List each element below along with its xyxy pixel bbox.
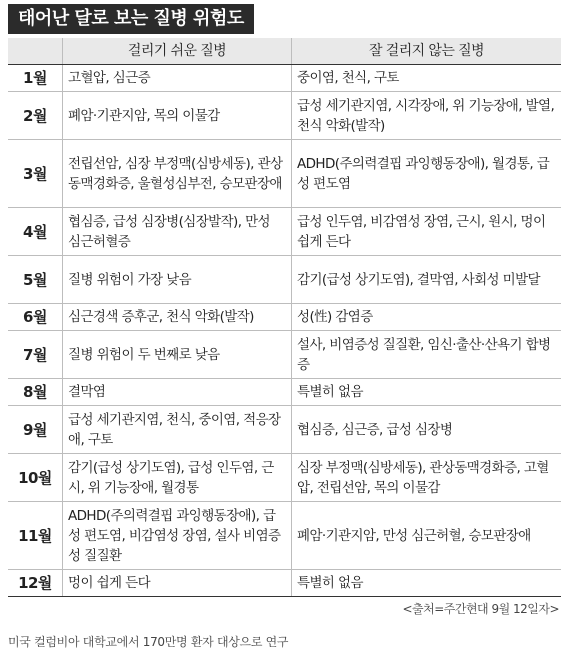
- table-row: [8, 140, 561, 208]
- disease-risk-table: [8, 38, 561, 597]
- source-note: <출처=주간현대 9월 12일자>: [402, 602, 559, 616]
- easy-disease-header: 걸리기 쉬운 질병: [63, 38, 292, 65]
- hard-disease-cell: 급성 인두염, 비감염성 장염, 근시, 원시, 멍이 쉽게 든다: [292, 208, 562, 256]
- caption: 미국 컬럼비아 대학교에서 170만명 환자 대상으로 연구: [8, 635, 289, 649]
- month-cell: 12월: [8, 570, 63, 597]
- easy-disease-cell: 협심증, 급성 심장병(심장발작), 만성 심근허혈증: [63, 208, 292, 256]
- month-cell: 11월: [8, 502, 63, 570]
- easy-disease-cell: 전립선암, 심장 부정맥(심방세동), 관상동맥경화증, 울혈성심부전, 승모판장애: [63, 140, 292, 208]
- month-cell: 3월: [8, 140, 63, 208]
- hard-disease-cell: 설사, 비염증성 질질환, 임신·출산·산욕기 합병증: [292, 331, 562, 379]
- hard-disease-cell: 심장 부정맥(심방세동), 관상동맥경화증, 고혈압, 전립선암, 목의 이물감: [292, 454, 562, 502]
- hard-disease-cell: 급성 세기관지염, 시각장애, 위 기능장애, 발열, 천식 악화(발작): [292, 92, 562, 140]
- table-row: [8, 570, 561, 597]
- hard-disease-header: 잘 걸리지 않는 질병: [292, 38, 562, 65]
- easy-disease-cell: 고혈압, 심근증: [63, 65, 292, 92]
- page-title: 태어난 달로 보는 질병 위험도: [8, 4, 254, 34]
- easy-disease-cell: 감기(급성 상기도염), 급성 인두염, 근시, 위 기능장애, 월경통: [63, 454, 292, 502]
- table-row: [8, 65, 561, 92]
- table-row: [8, 406, 561, 454]
- month-cell: 7월: [8, 331, 63, 379]
- table-row: [8, 502, 561, 570]
- hard-disease-cell: 특별히 없음: [292, 570, 562, 597]
- table-row: [8, 331, 561, 379]
- month-cell: 9월: [8, 406, 63, 454]
- easy-disease-cell: 질병 위험이 두 번째로 낮음: [63, 331, 292, 379]
- month-cell: 10월: [8, 454, 63, 502]
- month-cell: 1월: [8, 65, 63, 92]
- table-row: [8, 454, 561, 502]
- easy-disease-cell: 급성 세기관지염, 천식, 중이염, 적응장애, 구토: [63, 406, 292, 454]
- easy-disease-cell: ADHD(주의력결핍 과잉행동장애), 급성 편도염, 비감염성 장염, 설사 비염증성 질질환: [63, 502, 292, 570]
- month-cell: 2월: [8, 92, 63, 140]
- month-header: [8, 38, 63, 65]
- table-row: [8, 379, 561, 406]
- table-row: [8, 304, 561, 331]
- hard-disease-cell: 협심증, 심근증, 급성 심장병: [292, 406, 562, 454]
- easy-disease-cell: 질병 위험이 가장 낮음: [63, 256, 292, 304]
- easy-disease-cell: 폐암·기관지암, 목의 이물감: [63, 92, 292, 140]
- hard-disease-cell: 감기(급성 상기도염), 결막염, 사회성 미발달: [292, 256, 562, 304]
- hard-disease-cell: 폐암·기관지암, 만성 심근허혈, 승모판장애: [292, 502, 562, 570]
- table-row: [8, 256, 561, 304]
- easy-disease-cell: 결막염: [63, 379, 292, 406]
- easy-disease-cell: 멍이 쉽게 든다: [63, 570, 292, 597]
- table-row: [8, 208, 561, 256]
- hard-disease-cell: ADHD(주의력결핍 과잉행동장애), 월경통, 급성 편도염: [292, 140, 562, 208]
- month-cell: 8월: [8, 379, 63, 406]
- hard-disease-cell: 특별히 없음: [292, 379, 562, 406]
- easy-disease-cell: 심근경색 증후군, 천식 악화(발작): [63, 304, 292, 331]
- hard-disease-cell: 성(性) 감염증: [292, 304, 562, 331]
- month-cell: 5월: [8, 256, 63, 304]
- hard-disease-cell: 중이염, 천식, 구토: [292, 65, 562, 92]
- table-header-row: [8, 38, 561, 65]
- month-cell: 6월: [8, 304, 63, 331]
- month-cell: 4월: [8, 208, 63, 256]
- table-row: [8, 92, 561, 140]
